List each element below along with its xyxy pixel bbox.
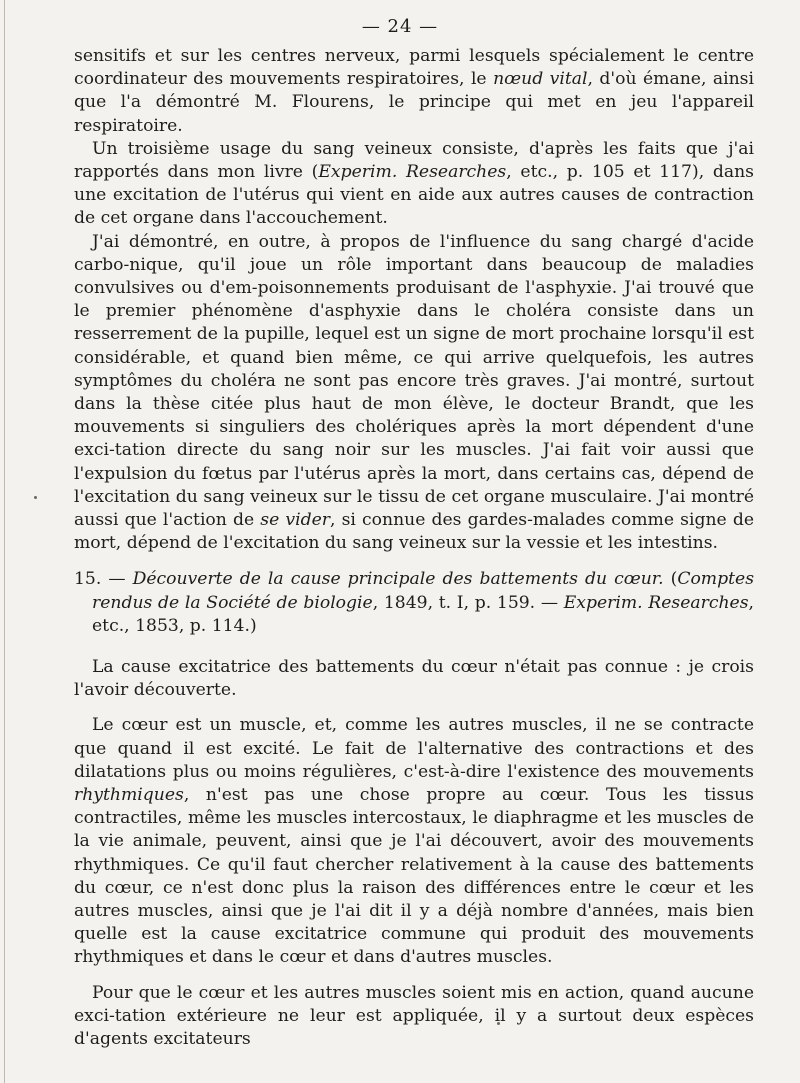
- scan-speck: [34, 496, 37, 499]
- paragraph-excitants: Pour que le cœur et les autres muscles soient mis en action, quand aucune exci-tation extérieure ne leur est appliquée, il y a surtout deux espèces d'agents excitateurs: [74, 982, 754, 1050]
- paragraph-intro: La cause excitatrice des battements du cœur n'était pas connue : je crois l'avoir découverte.: [74, 657, 754, 701]
- paragraph-heart-muscle: Le cœur est un muscle, et, comme les autres muscles, il ne se contracte que quand il est excité. Le fait de l'alternative des contractions et des dilatations plus ou moins régulières, c'est-à-dire l'existence des mouvements rhythmiques, n'est pas une chose propre au cœur. Tous les tissus contractiles, même les muscles intercostaux, le diaphragme et les muscles de la vie animale, peuvent, ainsi que je l'ai découvert, avoir des mouvements rhythmiques. Ce qu'il faut chercher relativement à la cause des battements du cœur, ce n'est donc plus la raison des différences entre le cœur et les autres muscles, ainsi que je l'ai dit il y a déjà nombre d'années, mais bien quelle est la cause excitatrice commune qui produit des mouvements rhythmiques et dans le cœur et dans d'autres muscles.: [74, 715, 754, 968]
- lower-text-block: [74, 656, 754, 1051]
- paragraph-continued: sensitifs et sur les centres nerveux, parmi lesquels spécialement le centre coordinateur des mouvements respiratoires, le nœud vital, d'où émane, ainsi que l'a démontré M. Flourens, le principe qui met en jeu l'appareil respiratoire.: [74, 46, 754, 136]
- book-title: Experim. Researches: [318, 162, 507, 183]
- paragraph-asphyxia: J'ai démontré, en outre, à propos de l'influence du sang chargé d'acide carbo-nique, qu'il joue un rôle important dans beaucoup de maladies convulsives ou d'em-poisonnements produisant de l'asphyxie. J'ai trouvé que le premier phénomène d'asphyxie dans le choléra consiste dans un resserrement de la pupille, lequel est un signe de mort prochaine lorsqu'il est considérable, et quand bien même, ce qui arrive quelquefois, les autres symptômes du choléra ne sont pas encore très graves. J'ai montré, surtout dans la thèse citée plus haut de mon élève, le docteur Brandt, que les mouvements si singuliers des cholériques après la mort dépendent d'une exci-tation directe du sang noir sur les muscles. J'ai fait voir aussi que l'expulsion du fœtus par l'utérus après la mort, dans certains cas, dépend de l'excitation du sang veineux sur le tissu de cet organe musculaire. J'ai montré aussi que l'action de se vider, si connue des gardes-malades comme signe de mort, dépend de l'excitation du sang veineux sur la vessie et les intestins.: [74, 231, 754, 554]
- upper-text-block: [74, 45, 754, 555]
- italic-phrase: se vider: [260, 510, 330, 531]
- italic-phrase: nœud vital: [493, 69, 588, 90]
- section-15-title: 15. — Découverte de la cause principale des battements du cœur. (Comptes rendus de la Société de biologie, 1849, t. I, p. 159. — Experim. Researches, etc., 1853, p. 114.): [74, 569, 755, 637]
- paragraph-third-usage: Un troisième usage du sang veineux consiste, d'après les faits que j'ai rapportés dans mon livre (Experim. Researches, etc., p. 105 et 117), dans une excitation de l'utérus qui vient en aide aux autres causes de contraction de cet organe dans l'accouchement.: [74, 138, 754, 229]
- section-heading: [74, 568, 754, 639]
- italic-word: rhythmiques: [74, 785, 184, 806]
- page-edge-shadow: [4, 0, 5, 1083]
- page-number: — 24 —: [361, 16, 439, 37]
